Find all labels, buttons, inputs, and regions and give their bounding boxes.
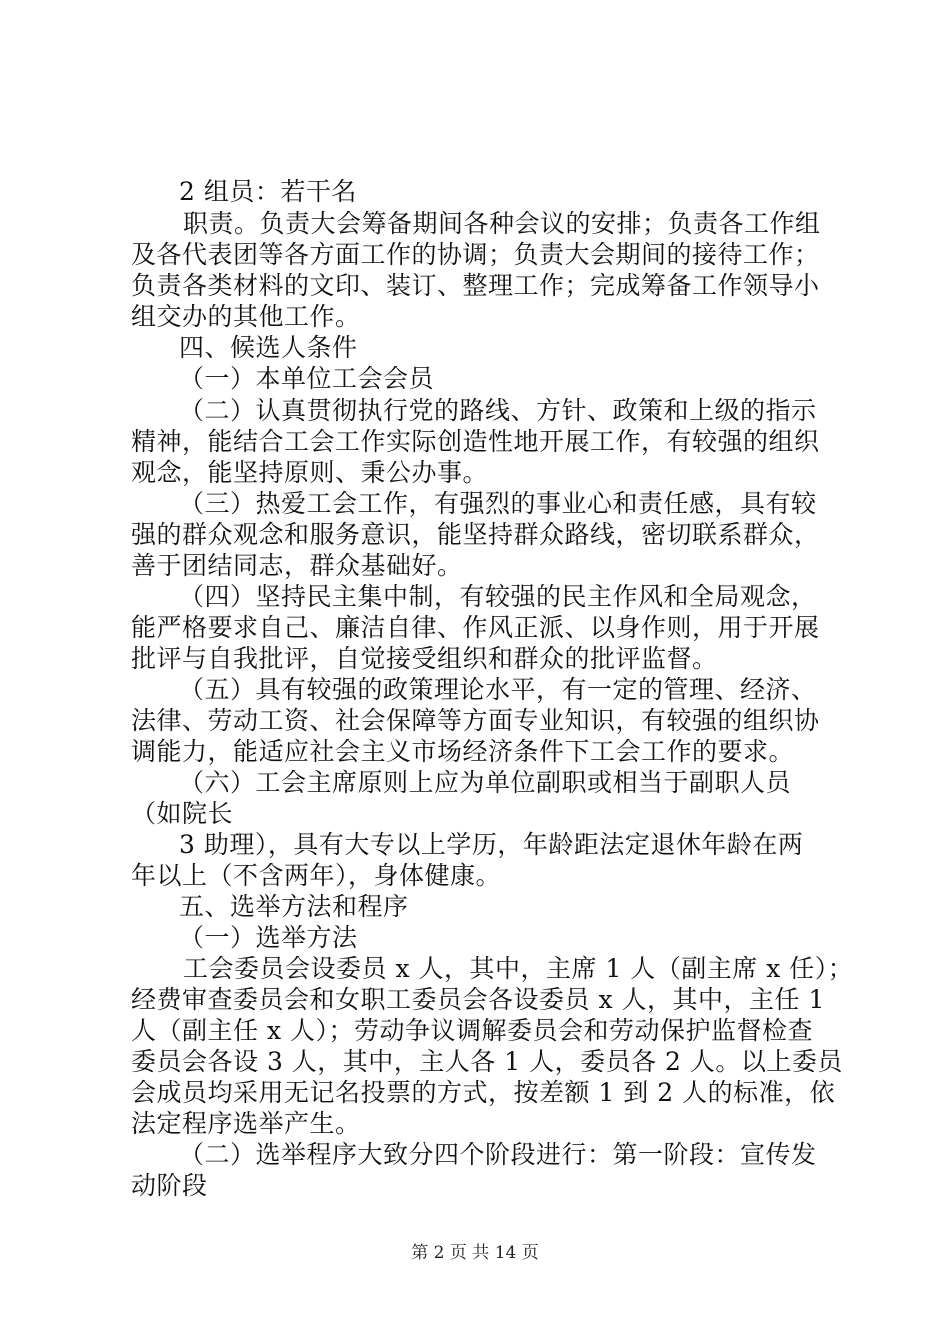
text-line: 经费审查委员会和女职工委员会各设委员 x 人，其中，主任 1 (131, 985, 825, 1014)
text-line: 人（副主任 x 人）；劳动争议调解委员会和劳动保护监督检查 (131, 1016, 813, 1045)
text-line: 及各代表团等各方面工作的协调；负责大会期间的接待工作； (131, 240, 820, 269)
text-line: （如院长 (131, 799, 234, 828)
page-footer: 第 2 页 共 14 页 (411, 1243, 539, 1263)
text-line: 3 助理），具有大专以上学历，年龄距法定退休年龄在两 (179, 830, 804, 859)
text-line: 委员会各设 3 人，其中，主人各 1 人，委员各 2 人。以上委员 (131, 1047, 843, 1076)
text-line: （一）本单位工会会员 (179, 364, 435, 393)
text-line: （一）选举方法 (179, 923, 358, 952)
text-line: 会成员均采用无记名投票的方式，按差额 1 到 2 人的标准，依 (131, 1078, 836, 1107)
text-line: （六）工会主席原则上应为单位副职或相当于副职人员 (179, 768, 792, 797)
text-line: 工会委员会设委员 x 人，其中，主席 1 人（副主席 x 任）； (183, 954, 854, 983)
text-line: 批评与自我批评，自觉接受组织和群众的批评监督。 (131, 644, 718, 673)
text-line: （二）选举程序大致分四个阶段进行：第一阶段：宣传发 (179, 1140, 817, 1169)
section-heading: 四、候选人条件 (179, 333, 358, 362)
text-line: （三）热爱工会工作，有强烈的事业心和责任感，具有较 (179, 489, 817, 518)
text-line: 动阶段 (131, 1171, 208, 1200)
text-line: 2 组员：若干名 (179, 177, 357, 206)
text-line: 善于团结同志，群众基础好。 (131, 551, 463, 580)
text-line: 调能力，能适应社会主义市场经济条件下工会工作的要求。 (131, 737, 795, 766)
text-line: 职责。负责大会筹备期间各种会议的安排；负责各工作组 (183, 209, 821, 238)
text-line: （五）具有较强的政策理论水平，有一定的管理、经济、 (179, 675, 817, 704)
text-line: 强的群众观念和服务意识，能坚持群众路线，密切联系群众， (131, 520, 820, 549)
text-line: 负责各类材料的文印、装订、整理工作；完成筹备工作领导小 (131, 271, 820, 300)
text-line: 年以上（不含两年），身体健康。 (131, 861, 502, 890)
text-line: 法律、劳动工资、社会保障等方面专业知识，有较强的组织协 (131, 706, 820, 735)
text-line: 法定程序选举产生。 (131, 1109, 361, 1138)
text-line: （二）认真贯彻执行党的路线、方针、政策和上级的指示 (179, 396, 817, 425)
text-line: 能严格要求自己、廉洁自律、作风正派、以身作则，用于开展 (131, 613, 820, 642)
text-line: （四）坚持民主集中制，有较强的民主作风和全局观念， (179, 582, 817, 611)
text-line: 精神，能结合工会工作实际创造性地开展工作，有较强的组织 (131, 427, 820, 456)
section-heading: 五、选举方法和程序 (179, 892, 409, 921)
text-line: 组交办的其他工作。 (131, 302, 361, 331)
text-line: 观念，能坚持原则、秉公办事。 (131, 458, 489, 487)
